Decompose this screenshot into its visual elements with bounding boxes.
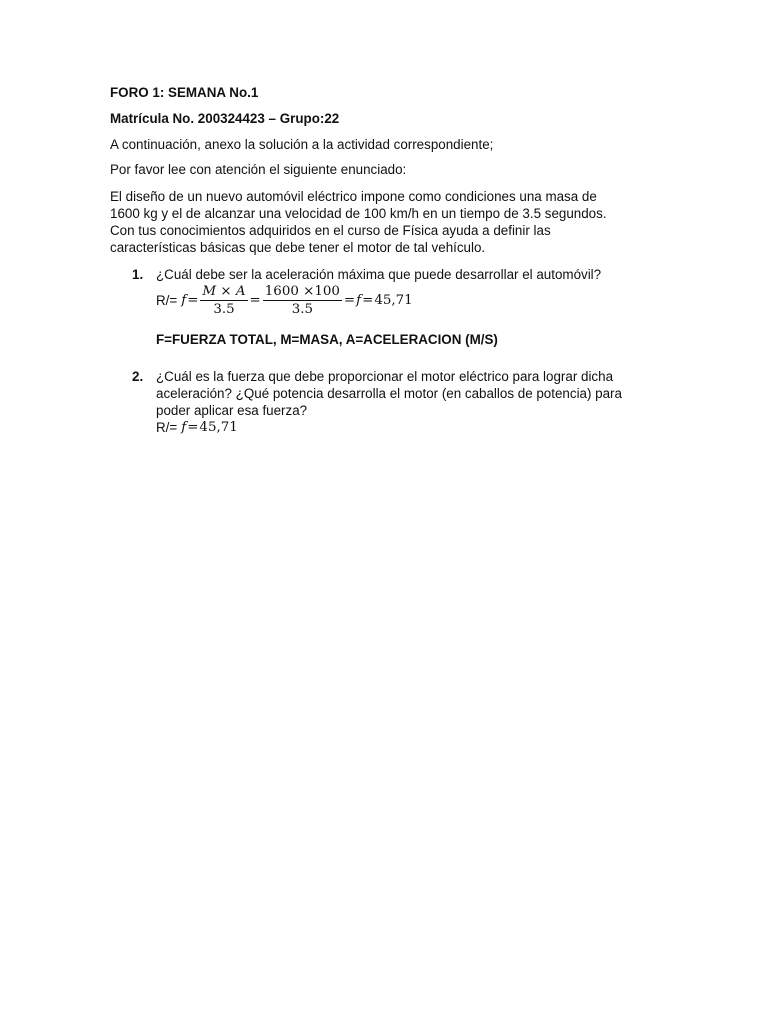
question-text: ¿Cuál es la fuerza que debe proporcionar el motor eléctrico para lograr dicha (156, 369, 614, 384)
question-number: 2. (132, 369, 144, 384)
document-subtitle: Matrícula No. 200324423 – Grupo:22 (110, 111, 340, 126)
intro-paragraph: A continuación, anexo la solución a la actividad correspondiente; (110, 137, 494, 152)
formula-var: f (181, 420, 187, 435)
statement-line: Con tus conocimientos adquiridos en el curso de Física ayuda a definir las (110, 223, 551, 238)
question-text: poder aplicar esa fuerza? (156, 403, 308, 418)
question-item-1 (110, 266, 650, 348)
formula (181, 284, 412, 317)
question-number: 1. (132, 267, 144, 282)
question-text: aceleración? ¿Qué potencia desarrolla el motor (en caballos de potencia) para (156, 386, 622, 401)
formula-equals: = (249, 293, 261, 308)
statement-line: 1600 kg y el de alcanzar una velocidad de 100 km/h en un tiempo de 3.5 segundos. (110, 206, 607, 221)
fraction-denominator: 3.5 (213, 302, 235, 317)
document-page (110, 84, 650, 436)
fraction-1 (200, 284, 247, 317)
answer-prefix: R/= (156, 293, 178, 308)
formula-var: f (181, 293, 187, 308)
formula-result: 45,71 (199, 420, 238, 435)
formula-var: f (356, 293, 362, 308)
formula-equals: = (362, 293, 374, 308)
fraction-denominator: 3.5 (291, 302, 313, 317)
definitions-note: F=FUERZA TOTAL, M=MASA, A=ACELERACION (M/S) (156, 332, 498, 347)
formula (181, 419, 238, 436)
statement-paragraph (110, 188, 650, 256)
answer-line (156, 419, 650, 436)
answer-line (156, 284, 650, 317)
formula-equals: = (187, 293, 199, 308)
document-title: FORO 1: SEMANA No.1 (110, 85, 259, 100)
instruction-paragraph: Por favor lee con atención el siguiente enunciado: (110, 162, 407, 177)
question-text: ¿Cuál debe ser la aceleración máxima que puede desarrollar el automóvil? (156, 267, 602, 282)
question-item-2 (110, 368, 650, 436)
statement-line: El diseño de un nuevo automóvil eléctrico impone como condiciones una masa de (110, 189, 597, 204)
formula-result: 45,71 (374, 293, 413, 308)
fraction-numerator: M × A (202, 284, 246, 299)
answer-prefix: R/= (156, 420, 178, 435)
fraction-numerator: 1600 ×100 (264, 284, 340, 299)
statement-line: características básicas que debe tener el motor de tal vehículo. (110, 240, 486, 255)
fraction-2 (263, 284, 342, 317)
formula-equals: = (187, 420, 199, 435)
question-list (110, 266, 650, 436)
formula-equals: = (343, 293, 356, 308)
